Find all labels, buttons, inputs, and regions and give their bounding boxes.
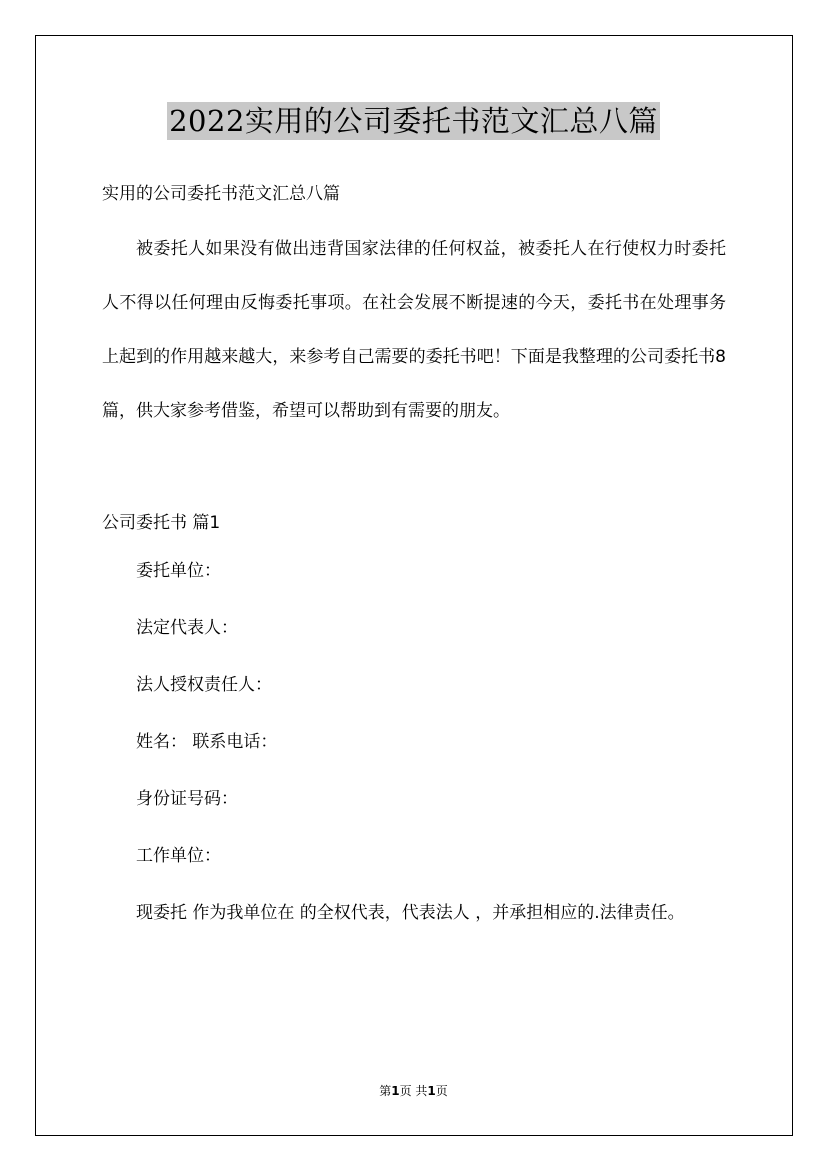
intro-paragraph: 被委托人如果没有做出违背国家法律的任何权益，被委托人在行使权力时委托人不得以任何理由反悔委托事项。在社会发展不断提速的今天，委托书在处理事务上起到的作用越来越大，来参考自己需要的委托书吧！下面是我整理的公司委托书8篇，供大家参考借鉴，希望可以帮助到有需要的朋友。 [102,239,726,421]
section-heading: 公司委托书 篇1 [102,513,221,533]
document-title: 2022实用的公司委托书范文汇总八篇 [169,104,658,138]
title-container [0,102,827,140]
field-legal-representative: 法定代表人： [136,618,238,638]
footer-page-number: 1 [391,1084,400,1098]
field-authorized-person: 法人授权责任人： [136,675,272,695]
field-list [102,544,726,883]
footer-page-prefix: 第 [379,1084,392,1098]
field-id-number: 身份证号码： [136,789,238,809]
field-entrusting-unit: 委托单位： [136,561,221,581]
footer-page-total: 1 [427,1084,436,1098]
page-footer [0,1082,827,1099]
closing-paragraph: 现委托 作为我单位在 的全权代表，代表法人 ，并承担相应的.法律责任。 [136,903,685,923]
field-name-phone: 姓名： 联系电话： [136,732,278,752]
field-work-unit: 工作单位： [136,846,221,866]
footer-page-suffix: 页 [435,1084,448,1098]
document-body [102,177,726,940]
footer-page-mid: 页 共 [399,1084,428,1098]
document-subtitle: 实用的公司委托书范文汇总八篇 [102,184,340,204]
